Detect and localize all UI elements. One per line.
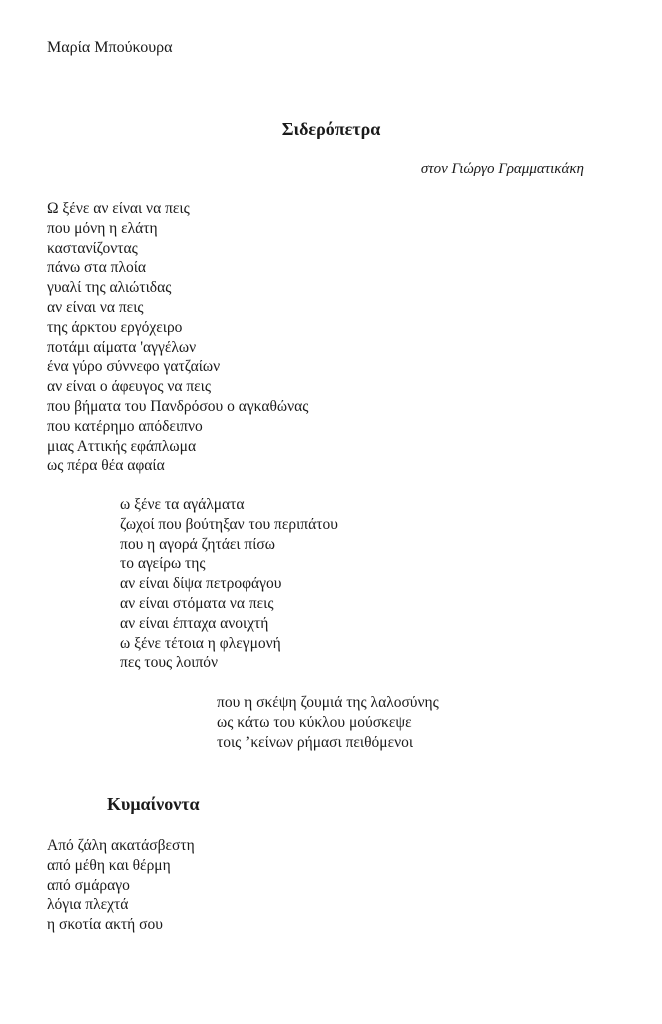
poem-line: ως κάτω του κύκλου μούσκεψε <box>217 713 412 731</box>
second-poem-stanza <box>47 836 195 935</box>
poem-title: Σιδερόπετρα <box>281 119 381 139</box>
poem-line: που η αγορά ζητάει πίσω <box>120 535 275 553</box>
poem-line: που η σκέψη ζουμιά της λαλοσύνης <box>217 694 439 711</box>
poem-line: ως πέρα θέα αφαία <box>47 457 165 475</box>
poem-line: αν είναι στόματα να πεις <box>120 594 274 612</box>
poem-line: που κατέρημο απόδειπνο <box>47 417 203 435</box>
stanza-3 <box>217 693 439 752</box>
poem-line: μιας Αττικής εφάπλωμα <box>47 437 197 455</box>
poem-line: πες τους λοιπόν <box>120 654 219 672</box>
poem-line: λόγια πλεχτά <box>47 896 129 914</box>
second-poem-title: Κυμαίνοντα <box>107 794 200 814</box>
poem-line: ω ξένε τα αγάλματα <box>120 496 245 513</box>
poem-line: τοις ’κείνων ρήμασι πειθόμενοι <box>217 733 414 751</box>
author-name: Μαρία Μπούκουρα <box>47 39 173 56</box>
poem-line: ποτάμι αίματα 'αγγέλων <box>47 338 197 356</box>
poem-line: γυαλί της αλιώτιδας <box>47 279 172 297</box>
poem-line: αν είναι ο άφευγος να πεις <box>47 378 211 396</box>
poem-line: η σκοτία ακτή σου <box>47 916 163 934</box>
stanza-2 <box>120 495 338 673</box>
poem-line: από μέθη και θέρμη <box>47 856 171 874</box>
poem-line: πάνω στα πλοία <box>47 259 146 277</box>
poem-line: ένα γύρο σύννεφο γατζαίων <box>47 358 221 376</box>
poem-line: αν είναι δίψα πετροφάγου <box>120 575 282 593</box>
poem-line: ζωχοί που βούτηξαν του περιπάτου <box>120 515 338 533</box>
poem-line: που βήματα του Πανδρόσου ο αγκαθώνας <box>47 397 309 415</box>
poem-line: ω ξένε τέτοια η φλεγμονή <box>120 634 281 652</box>
poem-line: που μόνη η ελάτη <box>47 219 158 237</box>
poem-line: το αγείρω της <box>120 555 206 573</box>
poem-line: Ω ξένε αν είναι να πεις <box>47 200 190 217</box>
poem-line: καστανίζοντας <box>47 239 138 257</box>
poem-line: από σμάραγο <box>47 876 130 894</box>
poem-dedication: στον Γιώργο Γραμματικάκη <box>420 161 584 177</box>
stanza-1 <box>47 199 308 476</box>
poem-line: αν είναι να πεις <box>47 298 144 316</box>
poem-line: αν είναι έπταχα ανοιχτή <box>120 614 269 632</box>
poem-line: της άρκτου εργόχειρο <box>47 318 183 336</box>
poem-line: Από ζάλη ακατάσβεστη <box>47 837 195 854</box>
